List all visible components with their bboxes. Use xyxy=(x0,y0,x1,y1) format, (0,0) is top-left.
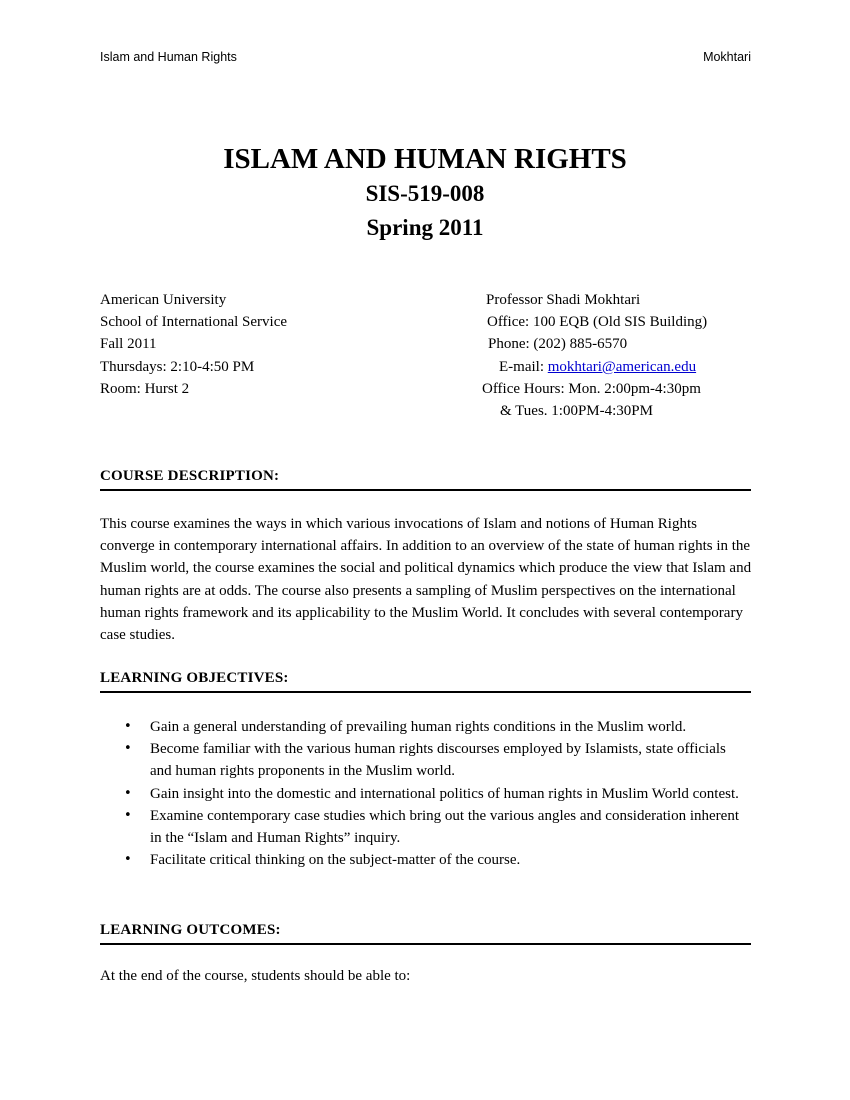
office: Office: 100 EQB (Old SIS Building) xyxy=(487,314,708,331)
course-description-heading: COURSE DESCRIPTION: xyxy=(100,468,751,491)
learning-outcomes-heading: LEARNING OUTCOMES: xyxy=(100,922,751,945)
header-course-title: Islam and Human Rights xyxy=(100,50,237,64)
office-hours: Office Hours: Mon. 2:00pm-4:30pm xyxy=(482,380,701,397)
course-term: Spring 2011 xyxy=(366,215,484,240)
course-title: ISLAM AND HUMAN RIGHTS xyxy=(223,143,627,175)
email-label: E-mail: xyxy=(499,358,548,375)
university: American University xyxy=(100,292,227,308)
phone: Phone: (202) 885-6570 xyxy=(488,336,628,353)
list-item: • Become familiar with the various human rights discourses employed by Islamists, state officials and human rights proponents in the Muslim world. xyxy=(100,738,751,782)
school: School of International Service xyxy=(100,314,288,331)
running-header xyxy=(100,50,751,64)
course-description-text: This course examines the ways in which various invocations of Islam and notions of Human Rights converge in contemporary international affairs. In addition to an overview of the state of human rights in the Muslim world, the course examines the social and political dynamics which produce the view that Islam and human rights are at odds. The course also presents a sampling of Muslim perspectives on the international human rights framework and its applicability to the Muslim World. It concludes with several contemporary case studies. xyxy=(100,516,752,644)
room: Room: Hurst 2 xyxy=(100,380,190,397)
outcomes-intro: At the end of the course, students should be able to: xyxy=(100,968,411,984)
list-item: • Gain insight into the domestic and international politics of human rights in Muslim World contest. xyxy=(100,783,751,805)
semester: Fall 2011 xyxy=(100,336,157,353)
email-link[interactable]: mokhtari@american.edu xyxy=(547,358,697,375)
list-item: • Gain a general understanding of prevailing human rights conditions in the Muslim world. xyxy=(100,716,751,738)
title-block xyxy=(0,141,850,245)
learning-objectives-heading: LEARNING OBJECTIVES: xyxy=(100,670,751,693)
office-hours-tues: & Tues. 1:00PM-4:30PM xyxy=(500,403,653,420)
list-item: • Examine contemporary case studies which bring out the various angles and consideration inherent in the “Islam and Human Rights” inquiry. xyxy=(100,805,751,849)
meeting-time: Thursdays: 2:10-4:50 PM xyxy=(100,358,255,375)
list-item: • Facilitate critical thinking on the subject-matter of the course. xyxy=(100,849,751,871)
course-code: SIS-519-008 xyxy=(365,181,485,206)
objectives-list xyxy=(100,716,751,871)
professor-name: Professor Shadi Mokhtari xyxy=(486,292,641,308)
header-author: Mokhtari xyxy=(703,50,751,64)
professor-info xyxy=(482,289,707,422)
email-line xyxy=(499,356,707,378)
institution-info xyxy=(100,289,287,400)
